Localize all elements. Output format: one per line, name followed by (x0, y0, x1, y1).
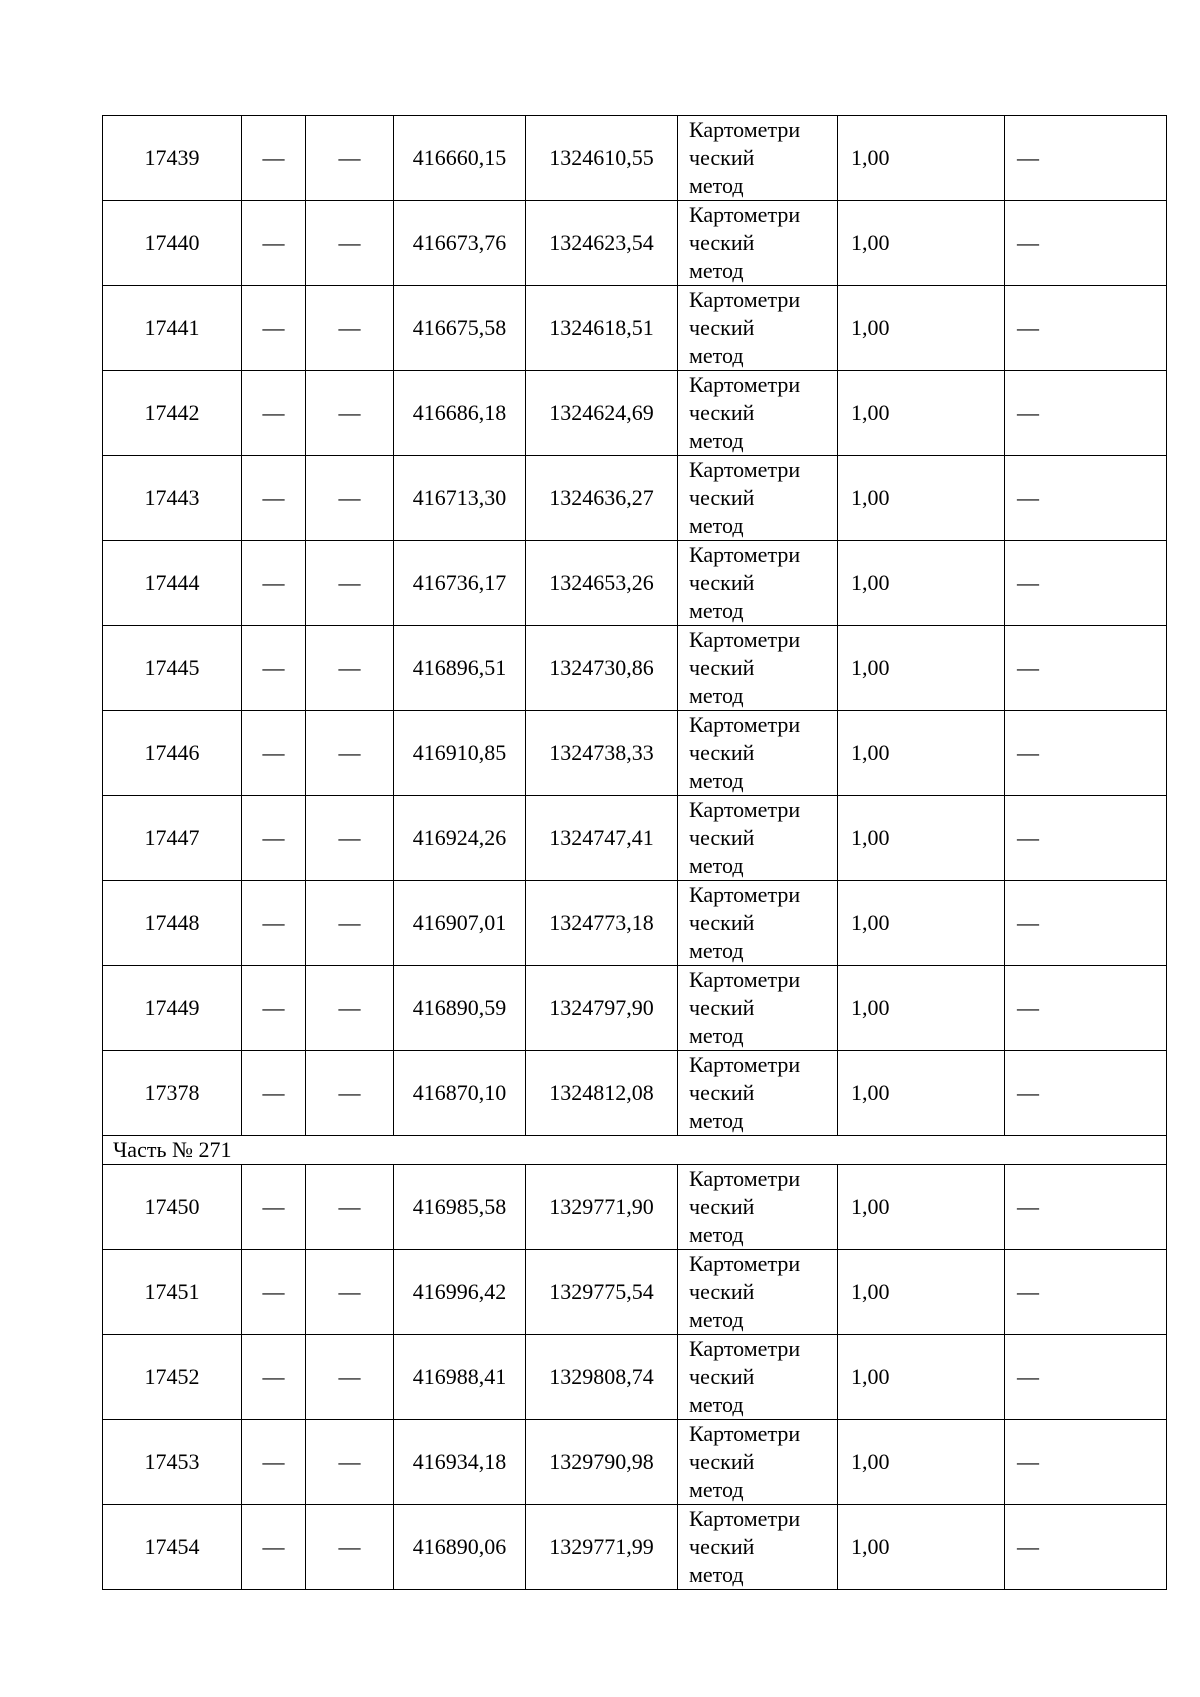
method-text-line: Картометри (689, 1166, 801, 1191)
method-text-line: Картометри (689, 1336, 801, 1361)
method-text-line: метод (689, 1562, 744, 1587)
y-coordinate-cell: 1324636,27 (526, 456, 678, 541)
last-column-cell: — (1005, 881, 1167, 966)
y-coordinate-cell: 1324618,51 (526, 286, 678, 371)
accuracy-cell: 1,00 (838, 371, 1005, 456)
column-3-cell: — (306, 371, 394, 456)
method-text-line: Картометри (689, 287, 801, 312)
x-coordinate-cell: 416686,18 (394, 371, 526, 456)
table-row (103, 1335, 1167, 1420)
column-2-cell: — (242, 1051, 306, 1136)
last-column-cell: — (1005, 796, 1167, 881)
column-2-cell: — (242, 1165, 306, 1250)
method-text-line: метод (689, 428, 744, 453)
method-text-line: метод (689, 1307, 744, 1332)
column-2-cell: — (242, 1505, 306, 1590)
column-2-cell: — (242, 201, 306, 286)
point-number-cell: 17453 (103, 1420, 242, 1505)
column-3-cell: — (306, 116, 394, 201)
method-cell (678, 116, 838, 201)
x-coordinate-cell: 416910,85 (394, 711, 526, 796)
accuracy-cell: 1,00 (838, 1250, 1005, 1335)
column-3-cell: — (306, 1420, 394, 1505)
method-text-line: Картометри (689, 712, 801, 737)
method-text-line: Картометри (689, 797, 801, 822)
accuracy-cell: 1,00 (838, 1165, 1005, 1250)
point-number-cell: 17452 (103, 1335, 242, 1420)
point-number-cell: 17378 (103, 1051, 242, 1136)
last-column-cell: — (1005, 711, 1167, 796)
y-coordinate-cell: 1324623,54 (526, 201, 678, 286)
method-text-line: ческий (689, 1279, 755, 1304)
last-column-cell: — (1005, 286, 1167, 371)
x-coordinate-cell: 416934,18 (394, 1420, 526, 1505)
last-column-cell: — (1005, 626, 1167, 711)
method-text-line: Картометри (689, 202, 801, 227)
y-coordinate-cell: 1324653,26 (526, 541, 678, 626)
method-text-line: метод (689, 683, 744, 708)
accuracy-cell: 1,00 (838, 1051, 1005, 1136)
method-cell (678, 1051, 838, 1136)
column-3-cell: — (306, 966, 394, 1051)
table-row (103, 286, 1167, 371)
table-row (103, 626, 1167, 711)
column-2-cell: — (242, 796, 306, 881)
accuracy-cell: 1,00 (838, 1505, 1005, 1590)
column-2-cell: — (242, 371, 306, 456)
last-column-cell: — (1005, 371, 1167, 456)
method-cell (678, 1250, 838, 1335)
accuracy-cell: 1,00 (838, 796, 1005, 881)
x-coordinate-cell: 416675,58 (394, 286, 526, 371)
method-text-line: Картометри (689, 967, 801, 992)
method-text-line: Картометри (689, 1052, 801, 1077)
method-text-line: метод (689, 513, 744, 538)
last-column-cell: — (1005, 456, 1167, 541)
column-2-cell: — (242, 116, 306, 201)
last-column-cell: — (1005, 1420, 1167, 1505)
table-row (103, 1165, 1167, 1250)
column-3-cell: — (306, 1505, 394, 1590)
method-text-line: ческий (689, 825, 755, 850)
table-row (103, 711, 1167, 796)
x-coordinate-cell: 416890,06 (394, 1505, 526, 1590)
point-number-cell: 17441 (103, 286, 242, 371)
point-number-cell: 17450 (103, 1165, 242, 1250)
column-3-cell: — (306, 541, 394, 626)
column-3-cell: — (306, 626, 394, 711)
table-row (103, 1250, 1167, 1335)
point-number-cell: 17443 (103, 456, 242, 541)
method-text-line: метод (689, 598, 744, 623)
method-cell (678, 1505, 838, 1590)
column-2-cell: — (242, 286, 306, 371)
x-coordinate-cell: 416924,26 (394, 796, 526, 881)
method-cell (678, 201, 838, 286)
method-cell (678, 711, 838, 796)
x-coordinate-cell: 416985,58 (394, 1165, 526, 1250)
method-text-line: метод (689, 258, 744, 283)
y-coordinate-cell: 1329790,98 (526, 1420, 678, 1505)
table-body-section-a (103, 116, 1167, 1136)
table-row (103, 201, 1167, 286)
x-coordinate-cell: 416736,17 (394, 541, 526, 626)
column-2-cell: — (242, 456, 306, 541)
method-text-line: метод (689, 768, 744, 793)
x-coordinate-cell: 416988,41 (394, 1335, 526, 1420)
column-3-cell: — (306, 1051, 394, 1136)
table-row (103, 116, 1167, 201)
method-text-line: Картометри (689, 1251, 801, 1276)
coordinates-table (102, 115, 1167, 1590)
accuracy-cell: 1,00 (838, 286, 1005, 371)
table-row (103, 881, 1167, 966)
y-coordinate-cell: 1329775,54 (526, 1250, 678, 1335)
point-number-cell: 17440 (103, 201, 242, 286)
table-row (103, 1505, 1167, 1590)
method-text-line: Картометри (689, 117, 801, 142)
method-cell (678, 626, 838, 711)
table-row (103, 1051, 1167, 1136)
method-text-line: ческий (689, 400, 755, 425)
last-column-cell: — (1005, 116, 1167, 201)
method-cell (678, 456, 838, 541)
point-number-cell: 17444 (103, 541, 242, 626)
method-text-line: метод (689, 1392, 744, 1417)
y-coordinate-cell: 1329771,99 (526, 1505, 678, 1590)
point-number-cell: 17451 (103, 1250, 242, 1335)
column-2-cell: — (242, 541, 306, 626)
column-2-cell: — (242, 966, 306, 1051)
method-text-line: метод (689, 1222, 744, 1247)
method-text-line: метод (689, 343, 744, 368)
method-text-line: метод (689, 853, 744, 878)
point-number-cell: 17448 (103, 881, 242, 966)
last-column-cell: — (1005, 541, 1167, 626)
accuracy-cell: 1,00 (838, 201, 1005, 286)
x-coordinate-cell: 416996,42 (394, 1250, 526, 1335)
column-3-cell: — (306, 456, 394, 541)
table-row (103, 966, 1167, 1051)
point-number-cell: 17442 (103, 371, 242, 456)
table-row (103, 1420, 1167, 1505)
method-cell (678, 1335, 838, 1420)
accuracy-cell: 1,00 (838, 1420, 1005, 1505)
method-text-line: Картометри (689, 457, 801, 482)
y-coordinate-cell: 1324773,18 (526, 881, 678, 966)
accuracy-cell: 1,00 (838, 881, 1005, 966)
table-body-section-b (103, 1165, 1167, 1590)
last-column-cell: — (1005, 1335, 1167, 1420)
method-cell (678, 966, 838, 1051)
method-cell (678, 1165, 838, 1250)
last-column-cell: — (1005, 966, 1167, 1051)
method-cell (678, 1420, 838, 1505)
y-coordinate-cell: 1324738,33 (526, 711, 678, 796)
y-coordinate-cell: 1329808,74 (526, 1335, 678, 1420)
accuracy-cell: 1,00 (838, 116, 1005, 201)
column-3-cell: — (306, 1335, 394, 1420)
column-2-cell: — (242, 1335, 306, 1420)
method-text-line: ческий (689, 1194, 755, 1219)
accuracy-cell: 1,00 (838, 626, 1005, 711)
method-text-line: ческий (689, 570, 755, 595)
section-header-row (103, 1136, 1167, 1165)
point-number-cell: 17454 (103, 1505, 242, 1590)
x-coordinate-cell: 416660,15 (394, 116, 526, 201)
method-text-line: Картометри (689, 1421, 801, 1446)
point-number-cell: 17449 (103, 966, 242, 1051)
method-text-line: метод (689, 173, 744, 198)
last-column-cell: — (1005, 1250, 1167, 1335)
y-coordinate-cell: 1324797,90 (526, 966, 678, 1051)
method-text-line: ческий (689, 1449, 755, 1474)
method-cell (678, 796, 838, 881)
method-text-line: метод (689, 1477, 744, 1502)
column-3-cell: — (306, 796, 394, 881)
x-coordinate-cell: 416713,30 (394, 456, 526, 541)
method-text-line: Картометри (689, 882, 801, 907)
point-number-cell: 17445 (103, 626, 242, 711)
y-coordinate-cell: 1324624,69 (526, 371, 678, 456)
column-3-cell: — (306, 881, 394, 966)
column-3-cell: — (306, 286, 394, 371)
column-3-cell: — (306, 711, 394, 796)
table-row (103, 371, 1167, 456)
method-text-line: ческий (689, 995, 755, 1020)
column-3-cell: — (306, 1165, 394, 1250)
column-2-cell: — (242, 1420, 306, 1505)
method-cell (678, 881, 838, 966)
point-number-cell: 17439 (103, 116, 242, 201)
method-cell (678, 371, 838, 456)
column-2-cell: — (242, 881, 306, 966)
column-3-cell: — (306, 1250, 394, 1335)
section-label: Часть № 271 (103, 1136, 1167, 1165)
last-column-cell: — (1005, 1505, 1167, 1590)
last-column-cell: — (1005, 1165, 1167, 1250)
y-coordinate-cell: 1324747,41 (526, 796, 678, 881)
method-cell (678, 286, 838, 371)
x-coordinate-cell: 416907,01 (394, 881, 526, 966)
accuracy-cell: 1,00 (838, 966, 1005, 1051)
y-coordinate-cell: 1329771,90 (526, 1165, 678, 1250)
method-text-line: ческий (689, 1364, 755, 1389)
column-2-cell: — (242, 1250, 306, 1335)
accuracy-cell: 1,00 (838, 456, 1005, 541)
method-text-line: Картометри (689, 627, 801, 652)
y-coordinate-cell: 1324730,86 (526, 626, 678, 711)
method-text-line: ческий (689, 740, 755, 765)
method-text-line: ческий (689, 315, 755, 340)
column-2-cell: — (242, 626, 306, 711)
method-text-line: ческий (689, 485, 755, 510)
accuracy-cell: 1,00 (838, 711, 1005, 796)
method-text-line: ческий (689, 655, 755, 680)
x-coordinate-cell: 416673,76 (394, 201, 526, 286)
method-text-line: метод (689, 1108, 744, 1133)
method-text-line: ческий (689, 230, 755, 255)
y-coordinate-cell: 1324812,08 (526, 1051, 678, 1136)
x-coordinate-cell: 416890,59 (394, 966, 526, 1051)
point-number-cell: 17446 (103, 711, 242, 796)
method-text-line: метод (689, 938, 744, 963)
method-text-line: ческий (689, 910, 755, 935)
method-text-line: ческий (689, 1534, 755, 1559)
last-column-cell: — (1005, 201, 1167, 286)
table-row (103, 456, 1167, 541)
table-row (103, 796, 1167, 881)
method-text-line: Картометри (689, 542, 801, 567)
column-3-cell: — (306, 201, 394, 286)
x-coordinate-cell: 416870,10 (394, 1051, 526, 1136)
method-text-line: Картометри (689, 372, 801, 397)
last-column-cell: — (1005, 1051, 1167, 1136)
y-coordinate-cell: 1324610,55 (526, 116, 678, 201)
method-text-line: метод (689, 1023, 744, 1048)
table-row (103, 541, 1167, 626)
column-2-cell: — (242, 711, 306, 796)
x-coordinate-cell: 416896,51 (394, 626, 526, 711)
accuracy-cell: 1,00 (838, 1335, 1005, 1420)
method-text-line: ческий (689, 145, 755, 170)
point-number-cell: 17447 (103, 796, 242, 881)
accuracy-cell: 1,00 (838, 541, 1005, 626)
method-text-line: ческий (689, 1080, 755, 1105)
method-text-line: Картометри (689, 1506, 801, 1531)
method-cell (678, 541, 838, 626)
section-header-body (103, 1136, 1167, 1165)
